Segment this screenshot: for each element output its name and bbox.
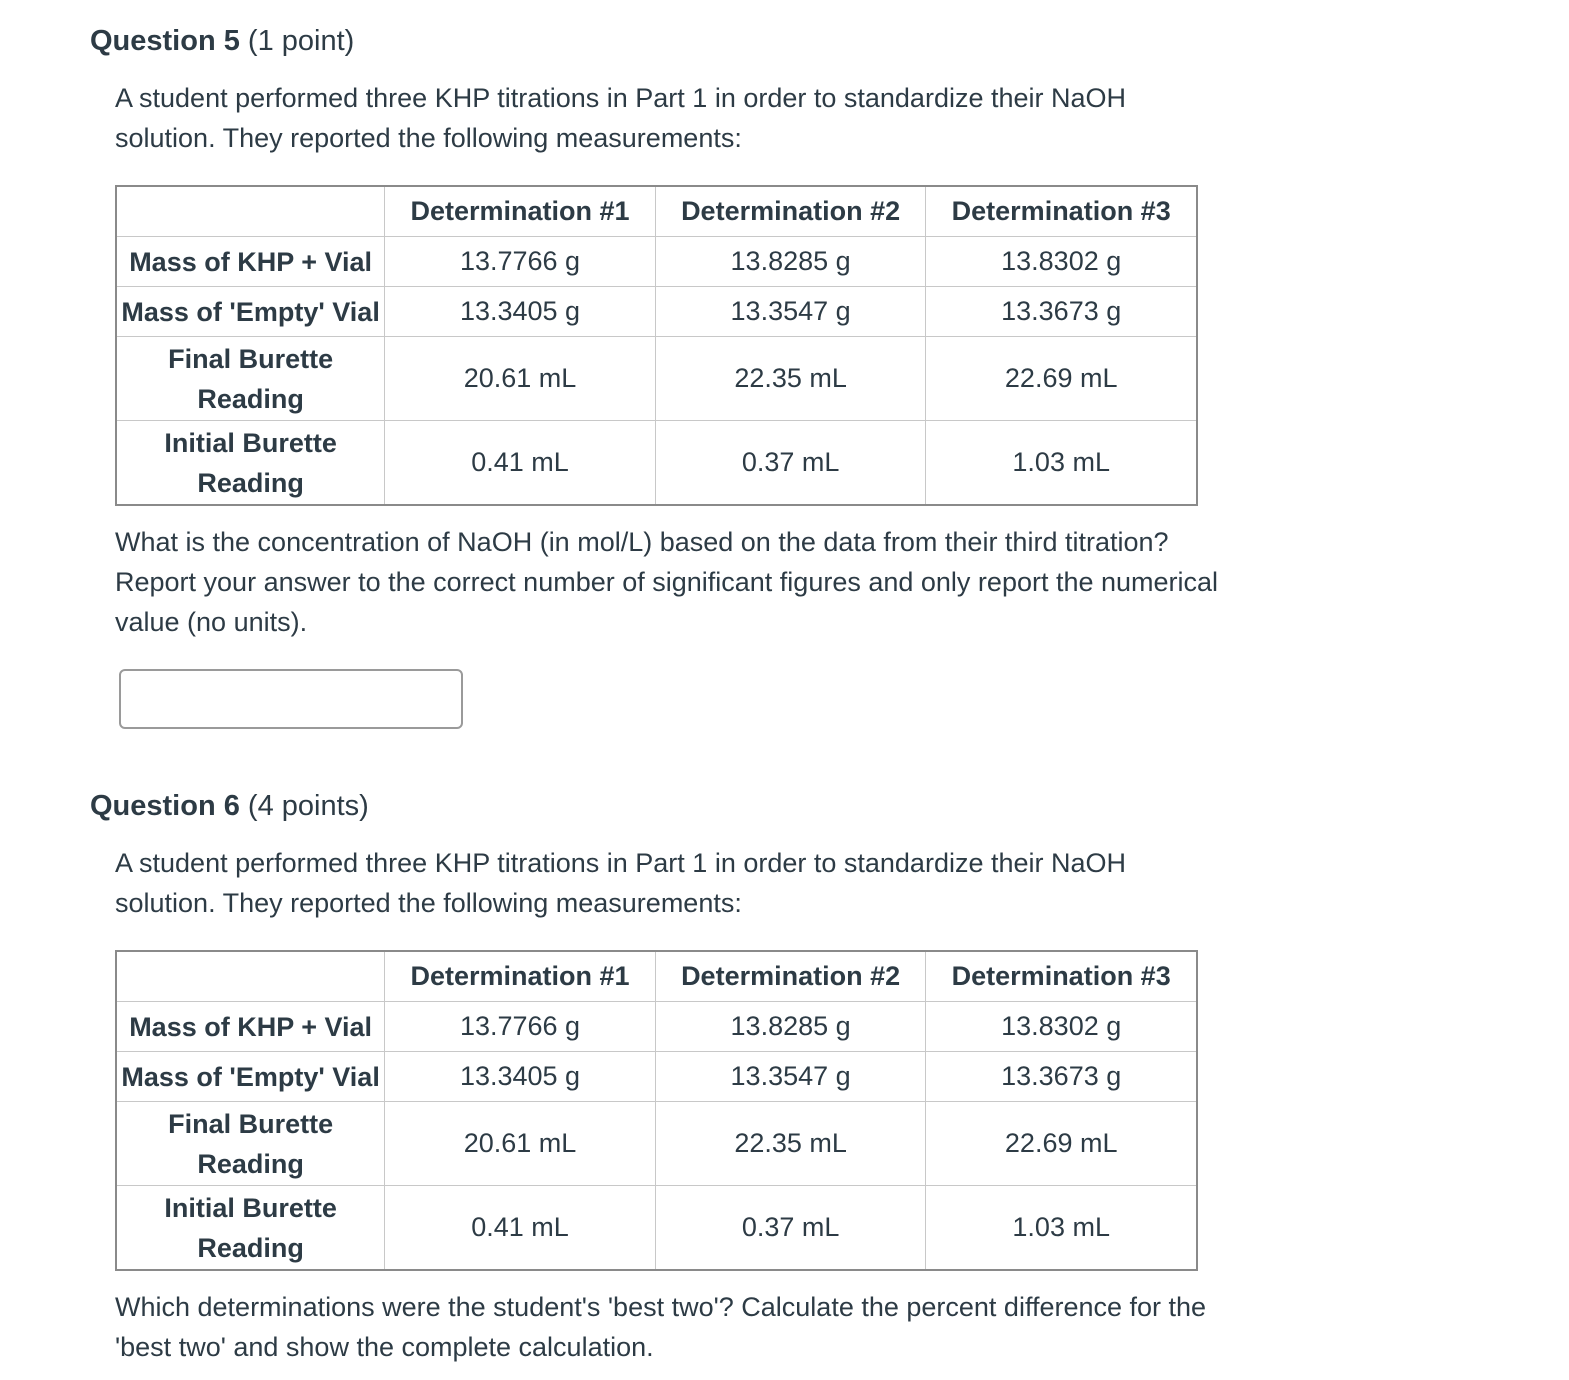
question-header <box>90 787 369 825</box>
column-header: Determination #2 <box>655 186 926 237</box>
question-prompt: Which determinations were the student's 'best two'? Calculate the percent difference for the 'best two' and show the complete calculation. <box>115 1292 1207 1362</box>
table-cell: 1.03 mL <box>926 421 1197 506</box>
table-cell: 1.03 mL <box>926 1186 1197 1271</box>
table-cell: 20.61 mL <box>385 1102 656 1186</box>
question-intro: A student performed three KHP titrations in Part 1 in order to standardize their NaOH solution. They reported the following measurements: <box>115 848 1127 918</box>
question-points: (4 points) <box>247 790 369 822</box>
table-cell: 13.8302 g <box>926 1002 1197 1052</box>
table-cell: 13.3547 g <box>655 1052 926 1102</box>
row-label: Final Burette Reading <box>116 337 385 421</box>
column-header: Determination #3 <box>926 186 1197 237</box>
row-label: Initial Burette Reading <box>116 1186 385 1271</box>
question-prompt: What is the concentration of NaOH (in mol/L) based on the data from their third titration? Report your answer to the correct number of significant figures and only report the numerical value (no units). <box>115 527 1219 637</box>
table-header-row <box>116 951 1197 1002</box>
row-label: Mass of 'Empty' Vial <box>116 287 385 337</box>
column-header: Determination #3 <box>926 951 1197 1002</box>
question-header <box>90 22 354 60</box>
table-cell: 13.3547 g <box>655 287 926 337</box>
table-header-row <box>116 186 1197 237</box>
question-title: Question 5 <box>90 25 240 57</box>
table-row <box>116 1102 1197 1186</box>
table-corner-cell <box>116 951 385 1002</box>
column-header: Determination #1 <box>385 951 656 1002</box>
table-cell: 0.37 mL <box>655 1186 926 1271</box>
question-title: Question 6 <box>90 790 240 822</box>
table-row <box>116 337 1197 421</box>
table-cell: 0.41 mL <box>385 421 656 506</box>
table-row <box>116 237 1197 287</box>
table-row <box>116 421 1197 506</box>
table-cell: 13.3405 g <box>385 1052 656 1102</box>
table-corner-cell <box>116 186 385 237</box>
question-points: (1 point) <box>247 25 355 57</box>
question-intro: A student performed three KHP titrations in Part 1 in order to standardize their NaOH solution. They reported the following measurements: <box>115 83 1127 153</box>
table-row <box>116 1002 1197 1052</box>
table-cell: 13.8285 g <box>655 1002 926 1052</box>
row-label: Initial Burette Reading <box>116 421 385 506</box>
row-label: Mass of KHP + Vial <box>116 237 385 287</box>
table-cell: 13.3405 g <box>385 287 656 337</box>
measurements-table <box>115 950 1198 1271</box>
table-row <box>116 1186 1197 1271</box>
table-cell: 22.35 mL <box>655 337 926 421</box>
table-row <box>116 1052 1197 1102</box>
table-cell: 13.8302 g <box>926 237 1197 287</box>
table-cell: 13.3673 g <box>926 287 1197 337</box>
table-cell: 13.7766 g <box>385 1002 656 1052</box>
table-cell: 13.7766 g <box>385 237 656 287</box>
table-cell: 20.61 mL <box>385 337 656 421</box>
table-cell: 13.8285 g <box>655 237 926 287</box>
table-cell: 22.69 mL <box>926 1102 1197 1186</box>
table-cell: 0.41 mL <box>385 1186 656 1271</box>
table-row <box>116 287 1197 337</box>
column-header: Determination #2 <box>655 951 926 1002</box>
measurements-table <box>115 185 1198 506</box>
column-header: Determination #1 <box>385 186 656 237</box>
row-label: Mass of KHP + Vial <box>116 1002 385 1052</box>
answer-input[interactable] <box>119 669 463 729</box>
table-cell: 22.69 mL <box>926 337 1197 421</box>
table-cell: 22.35 mL <box>655 1102 926 1186</box>
row-label: Mass of 'Empty' Vial <box>116 1052 385 1102</box>
table-cell: 0.37 mL <box>655 421 926 506</box>
table-cell: 13.3673 g <box>926 1052 1197 1102</box>
row-label: Final Burette Reading <box>116 1102 385 1186</box>
